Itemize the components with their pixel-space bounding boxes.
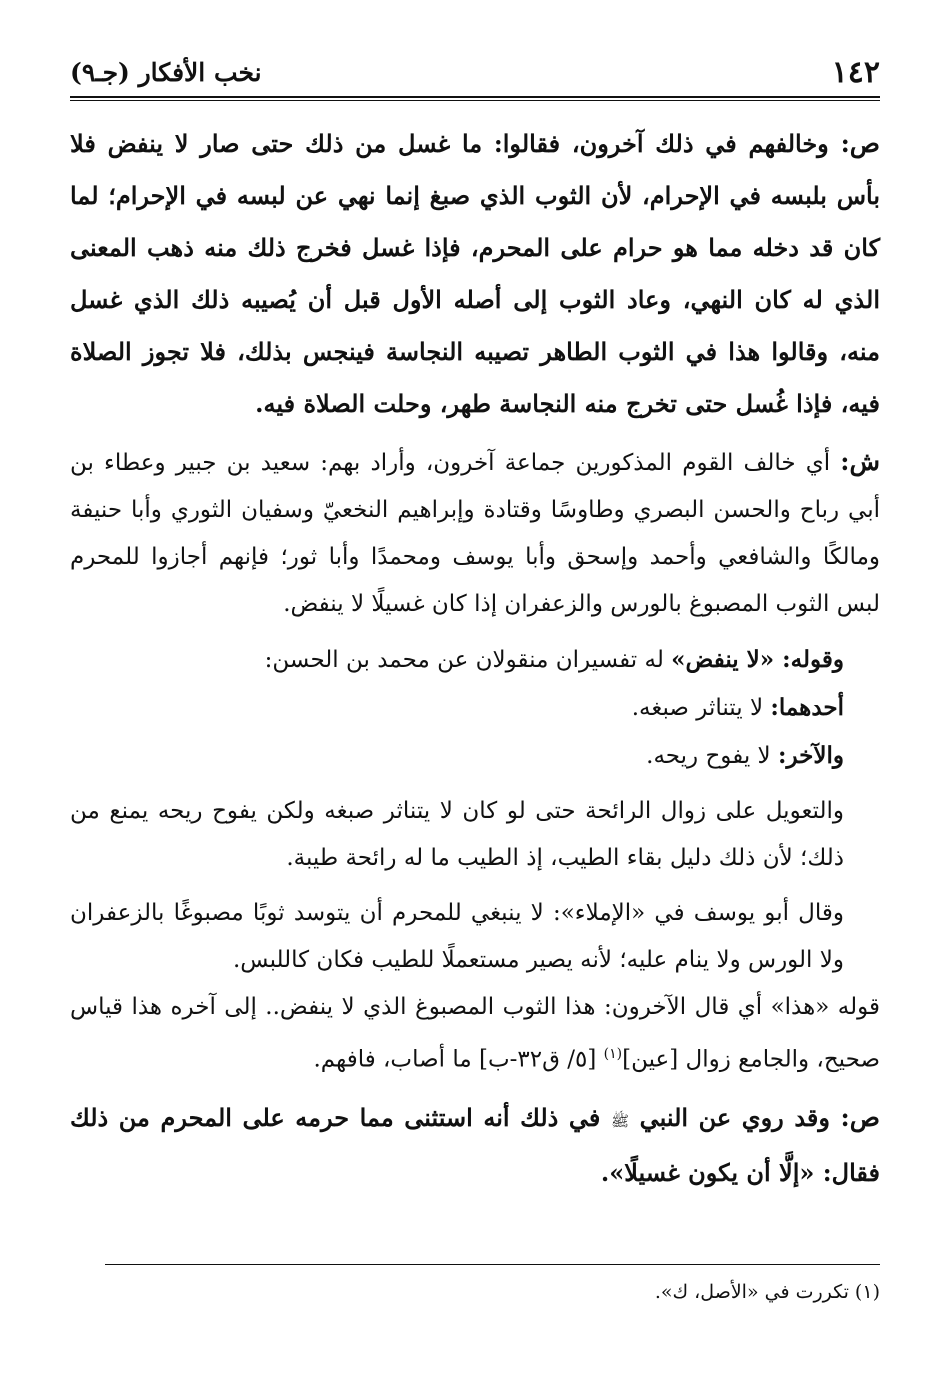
- sad-marker: ص:: [840, 129, 881, 158]
- interpretation-2-text: لا يفوح ريحه.: [646, 743, 771, 769]
- quote-line: [70, 636, 880, 684]
- matn-paragraph-2: [70, 1092, 880, 1199]
- shin-marker: ش:: [840, 447, 880, 476]
- header-rule: [70, 96, 880, 101]
- interpretation-1-text: لا يتناثر صبغه.: [631, 695, 764, 721]
- page-number: ١٤٢: [831, 54, 880, 90]
- quote-lead: وقوله: «لا ينفض»: [671, 646, 844, 673]
- honorific-symbol: ﷺ: [610, 1111, 630, 1130]
- page-body: [70, 118, 880, 1207]
- qawluh-text-a: قوله «هذا» أي قال الآخرون: هذا الثوب المصبوغ الذي لا ينفض.. إلى آخره هذا قياس صحيح، والجامع زوال [عين]: [70, 994, 880, 1073]
- abu-yusuf-paragraph: وقال أبو يوسف في «الإملاء»: لا ينبغي للمحرم أن يتوسد ثوبًا مصبوغًا بالزعفران ولا الورس ولا ينام عليه؛ لأنه يصير مستعملًا للطيب فكان كاللبس.: [70, 900, 844, 973]
- matn-text-2b: في ذلك أنه استثنى مما حرمه على المحرم من ذلك فقال: «إلَّا أن يكون غسيلًا».: [70, 1102, 880, 1187]
- qawluh-text-b: [٥/ ق٣٢-ب] ما أصاب، فافهم.: [313, 1046, 597, 1073]
- quote-rest: له تفسيران منقولان عن محمد بن الحسن:: [264, 647, 664, 673]
- matn-text-2a: وقد روي عن النبي: [639, 1102, 830, 1132]
- footnote: (١) تكررت في «الأصل، ك».: [654, 1281, 880, 1303]
- tawil-paragraph: والتعويل على زوال الرائحة حتى لو كان لا يتناثر صبغه ولكن يفوح ريحه يمنع من ذلك؛ لأن ذلك دليل بقاء الطيب، إذ الطيب ما له رائحة طيبة.: [70, 798, 844, 871]
- interpretation-2-lead: والآخر:: [777, 742, 844, 769]
- running-title: نخب الأفكار (جـ٩): [70, 57, 262, 87]
- qawluh-paragraph: [70, 984, 880, 1084]
- matn-text: وخالفهم في ذلك آخرون، فقالوا: ما غسل من ذلك حتى صار لا ينفض فلا بأس بلبسه في الإحرام، لأن الثوب الذي صبغ إنما نهي عن لبسه في الإحرام؛ لما كان قد دخله مما هو حرام على المحرم، فإذا غسل فخرج ذلك منه ذهب المعنى الذي له كان النهي، وعاد الثوب إلى أصله الأول قبل أن يُصيبه ذلك الذي غسل منه، وقالوا هذا في الثوب الطاهر تصيبه النجاسة فينجس بذلك، فلا تجوز الصلاة فيه، فإذا غُسل حتى تخرج منه النجاسة طهر، وحلت الصلاة فيه.: [70, 129, 881, 418]
- sharh-paragraph-1: [70, 438, 880, 628]
- sharh-text: أي خالف القوم المذكورين جماعة آخرون، وأراد بهم: سعيد بن جبير وعطاء بن أبي رباح والحسن البصري وطاوسًا وقتادة وإبراهيم النخعيّ وسفيان الثوري وأبا حنيفة ومالكًا والشافعي وأحمد وإسحق وأبا يوسف ومحمدًا وأبا ثور؛ فإنهم أجازوا للمحرم لبس الثوب المصبوغ بالورس والزعفران إذا كان غسيلًا لا ينفض.: [70, 450, 880, 617]
- sad-marker-2: ص:: [840, 1102, 880, 1132]
- interpretation-1-lead: أحدهما:: [770, 694, 844, 721]
- page-header: [70, 48, 880, 96]
- matn-paragraph-1: [70, 118, 880, 430]
- footnote-ref[interactable]: (١): [603, 1046, 623, 1062]
- footnote-rule: [105, 1264, 880, 1265]
- interpretation-1: [70, 684, 880, 732]
- interpretation-2: [70, 732, 880, 780]
